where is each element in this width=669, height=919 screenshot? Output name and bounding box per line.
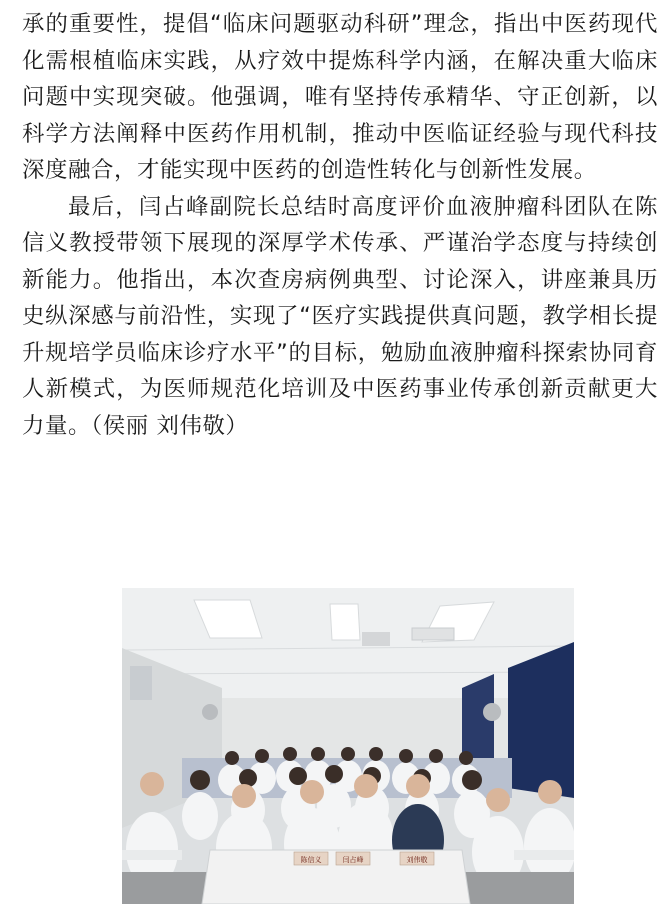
photo-wall-fan xyxy=(483,703,501,721)
photo-side-desk xyxy=(514,850,574,860)
photo-projector xyxy=(362,632,390,646)
photo-name-cards xyxy=(294,852,434,865)
photo-curtain xyxy=(508,642,574,798)
photo-name-card-text: 闫占峰 xyxy=(342,856,364,864)
article-body xyxy=(22,6,658,444)
photo-name-card-text: 陈信义 xyxy=(300,856,322,864)
photo-air-conditioner xyxy=(412,628,454,640)
article-paragraph: 最后，闫占峰副院长总结时高度评价血液肿瘤科团队在陈信义教授带领下展现的深厚学术传承、严谨治学态度与持续创新能力。他指出，本次查房病例典型、讨论深入，讲座兼具历史纵深感与前沿性，实现了“医疗实践提供真问题，教学相长提升规培学员临床诊疗水平”的目标，勉励血液肿瘤科探索协同育人新模式，为医师规范化培训及中医药事业传承创新贡献更大力量。（侯丽 刘伟敬） xyxy=(22,193,658,439)
photo-wall-fan xyxy=(202,704,218,720)
photo-audience-rows xyxy=(218,760,480,796)
photo-ceiling-light xyxy=(330,604,360,640)
group-photo xyxy=(122,588,574,904)
photo-side-desk xyxy=(122,850,182,860)
photo-window xyxy=(130,666,152,700)
article-paragraph: 承的重要性，提倡“临床问题驱动科研”理念，指出中医药现代化需根植临床实践，从疗效中提炼科学内涵，在解决重大临床问题中实现突破。他强调，唯有坚持传承精华、守正创新，以科学方法阐释中医药作用机制，推动中医临证经验与现代科技深度融合，才能实现中医药的创造性转化与创新性发展。 xyxy=(22,11,658,183)
group-photo-illustration xyxy=(122,588,574,904)
photo-name-card-text: 刘伟敬 xyxy=(406,856,428,864)
